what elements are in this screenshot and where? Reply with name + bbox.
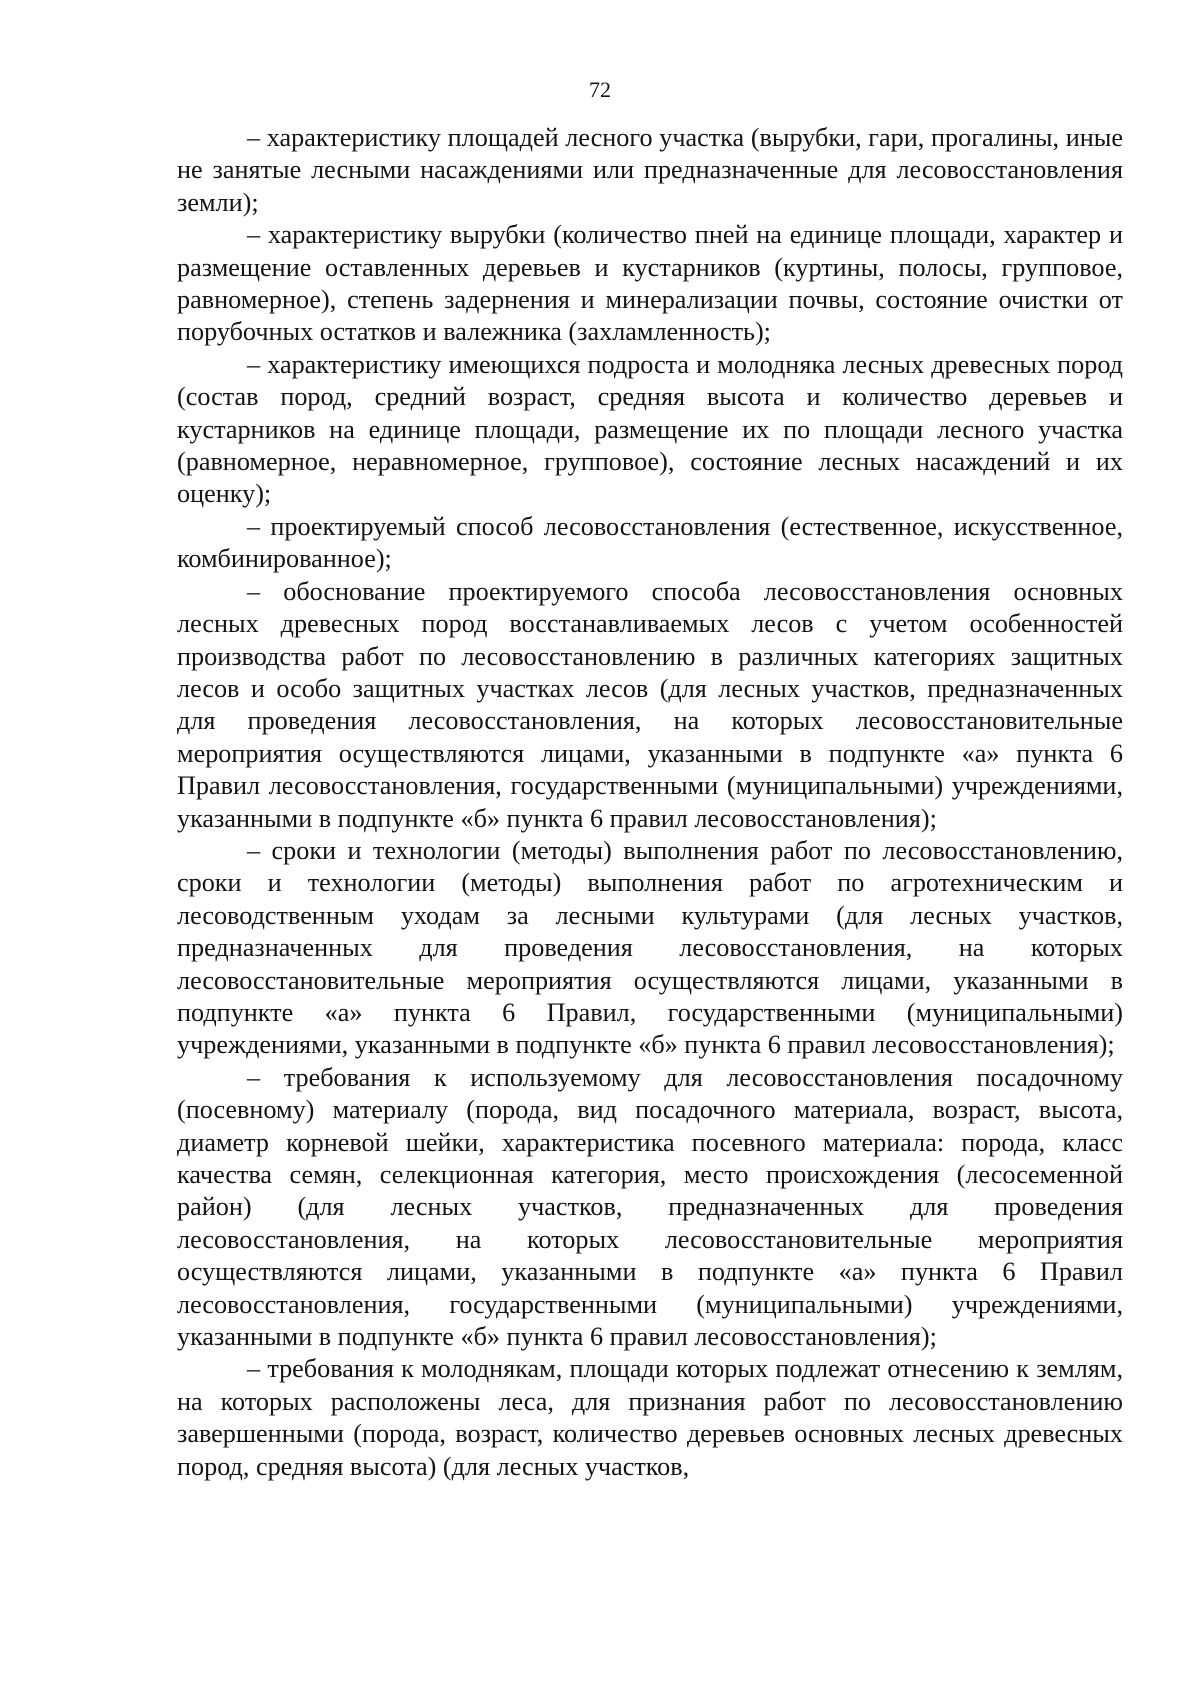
list-item-planting-material: – требования к используемому для лесовосстановления посадочному (посевному) материалу (порода, вид посадочного материала, возраст, высота, диаметр корневой шейки, характеристика посевного материала: порода, класс качества семян, селекционная категория, место происхождения (лесосеменной район) (для лесных участков, предназначенных для проведения лесовосстановления, на которых лесовосстановительные мероприятия осуществляются лицами, указанными в подпункте «а» пункта 6 Правил лесовосстановления, государственными (муниципальными) учреждениями, указанными в подпункте «б» пункта 6 правил лесовосстановления);	[177, 1062, 1123, 1352]
list-item-site-areas: – характеристику площадей лесного участка (вырубки, гари, прогалины, иные не занятые лесными насаждениями или предназначенные для лесовосстановления земли);	[177, 123, 1123, 217]
list-item-undergrowth: – характеристику имеющихся подроста и молодняка лесных древесных пород (состав пород, средний возраст, средняя высота и количество деревьев и кустарников на единице площади, размещение их по площади лесного участка (равномерное, неравномерное, групповое), состояние лесных насаждений и их оценку);	[177, 349, 1123, 509]
list-item-restoration-method: – проектируемый способ лесовосстановления (естественное, искусственное, комбинированное);	[177, 511, 1123, 574]
list-item-cutting-area: – характеристику вырубки (количество пней на единице площади, характер и размещение оставленных деревьев и кустарников (куртины, полосы, групповое, равномерное), степень задернения и минерализации почвы, состояние очистки от порубочных остатков и валежника (захламленность);	[177, 220, 1123, 347]
page-number: 72	[589, 77, 611, 102]
document-body	[177, 122, 1123, 1483]
list-item-young-stands: – требования к молоднякам, площади которых подлежат отнесению к землям, на которых расположены леса, для признания работ по лесовосстановлению завершенными (порода, возраст, количество деревьев основных лесных древесных пород, средняя высота) (для лесных участков,	[177, 1354, 1123, 1481]
list-item-terms-technologies: – сроки и технологии (методы) выполнения работ по лесовосстановлению, сроки и технологии (методы) выполнения работ по агротехническим и лесоводственным уходам за лесными культурами (для лесных участков, предназначенных для проведения лесовосстановления, на которых лесовосстановительные мероприятия осуществляются лицами, указанными в подпункте «а» пункта 6 Правил, государственными (муниципальными) учреждениями, указанными в подпункте «б» пункта 6 правил лесовосстановления);	[177, 835, 1123, 1060]
list-item-method-justification: – обоснование проектируемого способа лесовосстановления основных лесных древесных пород восстанавливаемых лесов с учетом особенностей производства работ по лесовосстановлению в различных категориях защитных лесов и особо защитных участках лесов (для лесных участков, предназначенных для проведения лесовосстановления, на которых лесовосстановительные мероприятия осуществляются лицами, указанными в подпункте «а» пункта 6 Правил лесовосстановления, государственными (муниципальными) учреждениями, указанными в подпункте «б» пункта 6 правил лесовосстановления);	[177, 576, 1123, 833]
